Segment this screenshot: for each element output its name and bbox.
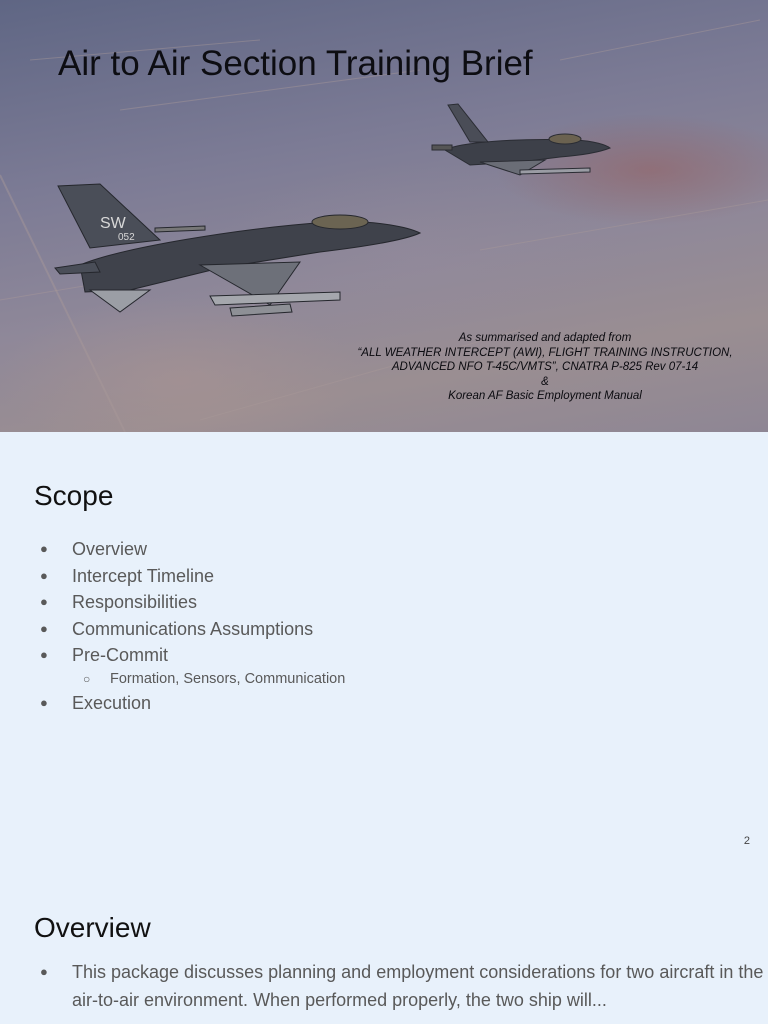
list-item: ● Overview xyxy=(34,536,345,563)
sub-list-item: ○ Formation, Sensors, Communication xyxy=(34,669,345,690)
overview-paragraph: ● This package discusses planning and employment considerations for two aircraft in the air-to-air environment. When performed properly, the two ship will... xyxy=(34,958,768,1014)
title-slide xyxy=(0,0,768,432)
page-number: 2 xyxy=(743,835,750,847)
credit-line: ADVANCED NFO T-45C/VMTS”, CNATRA P-825 Rev 07-14 xyxy=(391,361,699,373)
credit-line: & xyxy=(541,375,549,388)
slide-heading: Overview xyxy=(34,912,151,943)
list-item: ● Execution xyxy=(34,690,345,717)
slide-heading: Scope xyxy=(34,480,114,511)
list-item: ● Responsibilities xyxy=(34,589,345,616)
list-item: ● Pre-Commit xyxy=(34,642,345,669)
far-jet xyxy=(432,104,610,175)
tail-code-text: SW xyxy=(100,215,126,232)
credit-line: Korean AF Basic Employment Manual xyxy=(448,390,642,402)
scope-list xyxy=(34,536,345,716)
list-item: ● Communications Assumptions xyxy=(34,616,345,643)
credit-line: “ALL WEATHER INTERCEPT (AWI), FLIGHT TRAINING INSTRUCTION, xyxy=(357,346,733,359)
list-item: ● Intercept Timeline xyxy=(34,563,345,590)
slide-title: Air to Air Section Training Brief xyxy=(58,44,533,83)
scope-slide xyxy=(0,432,768,864)
tail-number-text: 052 xyxy=(118,232,135,243)
credit-line: As summarised and adapted from xyxy=(458,332,632,344)
near-jet xyxy=(55,184,420,316)
overview-slide xyxy=(0,864,768,1024)
source-credits xyxy=(345,331,745,404)
